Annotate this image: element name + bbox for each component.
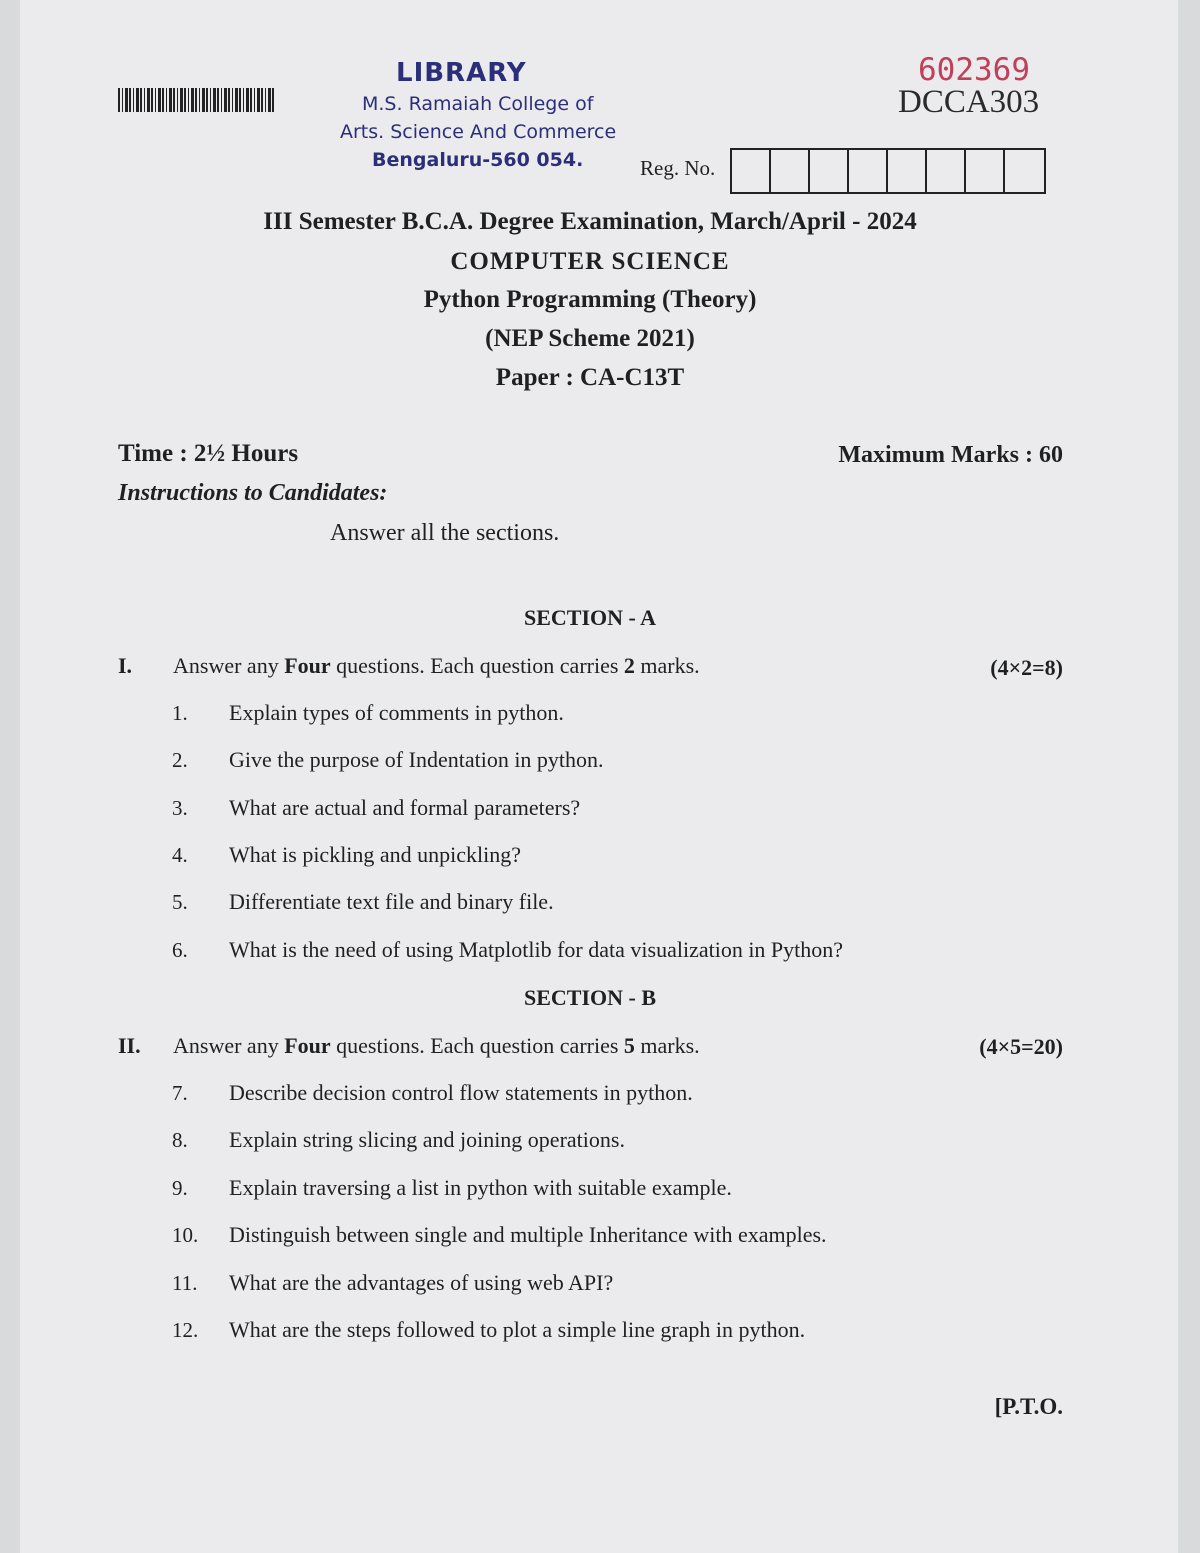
library-stamp-line2: Arts. Science And Commerce <box>340 121 617 143</box>
maximum-marks: Maximum Marks : 60 <box>838 442 1063 468</box>
question-number: 5. <box>172 890 188 914</box>
question-text: What is the need of using Matplotlib for data visualization in Python? <box>229 937 844 962</box>
question-text: Describe decision control flow statements in python. <box>229 1080 693 1105</box>
section-a-title: SECTION - A <box>523 605 657 630</box>
course-name: Python Programming (Theory) <box>423 286 757 313</box>
section-b-marks: (4×5=20) <box>979 1034 1063 1059</box>
question-number: 12. <box>172 1318 199 1342</box>
question-text: What are the steps followed to plot a simple line graph in python. <box>229 1317 806 1342</box>
barcode <box>118 88 275 112</box>
reg-no-box <box>966 150 1005 192</box>
subject: COMPUTER SCIENCE <box>450 248 730 275</box>
reg-no-box <box>927 150 966 192</box>
question-number: 2. <box>172 748 188 772</box>
question-number: 1. <box>172 701 188 725</box>
question-text: Differentiate text file and binary file. <box>229 889 554 914</box>
question-number: 9. <box>172 1176 188 1200</box>
reg-no-label: Reg. No. <box>640 156 716 180</box>
paper-code: DCCA303 <box>898 84 1040 120</box>
question-text: Explain string slicing and joining operations. <box>229 1127 625 1152</box>
instruction-text: questions. Each question carries <box>330 653 624 678</box>
question-number: 11. <box>172 1271 198 1295</box>
question-text: What is pickling and unpickling? <box>229 842 522 867</box>
instruction-marks: 5 <box>623 1033 635 1058</box>
instruction-text: marks. <box>634 1033 700 1058</box>
question-number: 3. <box>172 796 188 820</box>
please-turn-over: [P.T.O. <box>994 1394 1063 1419</box>
library-stamp-title: LIBRARY <box>396 58 527 88</box>
question-text: What are actual and formal parameters? <box>229 795 581 820</box>
scheme: (NEP Scheme 2021) <box>485 325 695 352</box>
section-b-instruction <box>173 1033 700 1059</box>
library-stamp-line3: Bengaluru-560 054. <box>372 149 584 171</box>
time-allowed: Time : 2½ Hours <box>118 440 299 467</box>
reg-no-box <box>771 150 810 192</box>
question-text: Give the purpose of Indentation in python. <box>229 747 604 772</box>
instruction-text: Answer any <box>173 653 285 678</box>
instructions-text: Answer all the sections. <box>330 520 560 546</box>
reg-no-boxes <box>730 148 1046 194</box>
instruction-count: Four <box>284 653 331 678</box>
instruction-text: Answer any <box>173 1033 285 1058</box>
question-number: 4. <box>172 843 188 867</box>
question-number: 10. <box>172 1223 199 1247</box>
question-number: 6. <box>172 938 188 962</box>
question-number: 7. <box>172 1081 188 1105</box>
instructions-label: Instructions to Candidates: <box>118 480 388 506</box>
question-number: 8. <box>172 1128 188 1152</box>
reg-no-box <box>810 150 849 192</box>
question-text: Explain types of comments in python. <box>229 700 564 725</box>
exam-title: III Semester B.C.A. Degree Examination, March/April - 2024 <box>263 208 917 235</box>
section-b-title: SECTION - B <box>523 985 657 1010</box>
library-stamp-line1: M.S. Ramaiah College of <box>362 93 594 115</box>
section-a-roman: I. <box>118 653 133 678</box>
question-text: Distinguish between single and multiple Inheritance with examples. <box>229 1222 827 1247</box>
instruction-text: questions. Each question carries <box>330 1033 624 1058</box>
section-a-marks: (4×2=8) <box>990 655 1063 680</box>
paper-code-line: Paper : CA-C13T <box>495 364 685 391</box>
reg-no-box <box>888 150 927 192</box>
section-b-roman: II. <box>118 1033 141 1058</box>
question-text: What are the advantages of using web API? <box>229 1270 614 1295</box>
reg-no-box <box>732 150 771 192</box>
instruction-marks: 2 <box>623 653 635 678</box>
instruction-text: marks. <box>634 653 700 678</box>
section-a-instruction <box>173 653 700 679</box>
question-text: Explain traversing a list in python with suitable example. <box>229 1175 732 1200</box>
instruction-count: Four <box>284 1033 331 1058</box>
reg-no-box <box>849 150 888 192</box>
serial-number: 602369 <box>918 52 1030 88</box>
reg-no-box <box>1005 150 1044 192</box>
